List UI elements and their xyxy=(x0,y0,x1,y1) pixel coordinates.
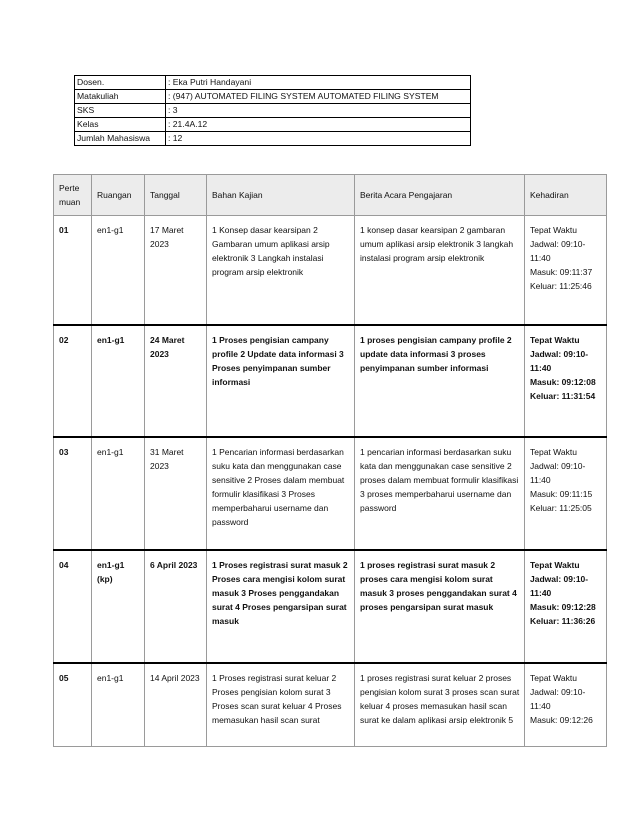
row-berita-acara: 1 proses pengisian campany profile 2 update data informasi 3 proses penyimpanan sumber informasi xyxy=(355,325,525,437)
row-ruangan: en1-g1 xyxy=(92,325,145,437)
row-pertemuan: 05 xyxy=(54,663,92,747)
kehadiran-jadwal: Jadwal: 09:10-11:40 xyxy=(530,349,589,373)
row-bahan-kajian: 1 Proses pengisian campany profile 2 Update data informasi 3 Proses penyimpanan sumber informasi xyxy=(207,325,355,437)
row-bahan-kajian: 1 Konsep dasar kearsipan 2 Gambaran umum aplikasi arsip elektronik 3 Langkah instalasi program arsip elektronik xyxy=(207,216,355,326)
row-berita-acara: 1 pencarian informasi berdasarkan suku kata dan menggunakan case sensitive 2 proses dalam membuat formulir klasifikasi 3 proses memperbaharui username dan password xyxy=(355,437,525,550)
info-value: : 3 xyxy=(166,104,471,118)
kehadiran-masuk: Masuk: 09:12:26 xyxy=(530,715,593,725)
kehadiran-masuk: Masuk: 09:12:08 xyxy=(530,377,596,387)
kehadiran-status: Tepat Waktu xyxy=(530,560,580,570)
info-label: Jumlah Mahasiswa xyxy=(75,132,166,146)
info-row-matakuliah xyxy=(75,90,471,104)
row-pertemuan: 03 xyxy=(54,437,92,550)
kehadiran-status: Tepat Waktu xyxy=(530,225,577,235)
row-pertemuan: 01 xyxy=(54,216,92,326)
row-pertemuan: 02 xyxy=(54,325,92,437)
info-value: : (947) AUTOMATED FILING SYSTEM AUTOMATED FILING SYSTEM xyxy=(166,90,471,104)
info-value: : Eka Putri Handayani xyxy=(166,76,471,90)
row-kehadiran xyxy=(525,663,607,747)
row-tanggal: 6 April 2023 xyxy=(145,550,207,663)
kehadiran-status: Tepat Waktu xyxy=(530,447,577,457)
kehadiran-masuk: Masuk: 09:11:15 xyxy=(530,489,593,499)
row-berita-acara: 1 konsep dasar kearsipan 2 gambaran umum aplikasi arsip elektronik 3 langkah instalasi program arsip elektronik xyxy=(355,216,525,326)
row-kehadiran xyxy=(525,550,607,663)
header-bahan-kajian: Bahan Kajian xyxy=(207,175,355,216)
row-bahan-kajian: 1 Proses registrasi surat keluar 2 Proses pengisian kolom surat 3 Proses scan surat keluar 4 Proses memasukan hasil scan surat xyxy=(207,663,355,747)
row-ruangan: en1-g1 xyxy=(92,437,145,550)
row-tanggal: 24 Maret 2023 xyxy=(145,325,207,437)
kehadiran-masuk: Masuk: 09:11:37 xyxy=(530,267,593,277)
kehadiran-jadwal: Jadwal: 09:10-11:40 xyxy=(530,461,586,485)
header-pertemuan: Perte muan xyxy=(54,175,92,216)
header-kehadiran: Kehadiran xyxy=(525,175,607,216)
row-kehadiran xyxy=(525,437,607,550)
info-value: : 12 xyxy=(166,132,471,146)
row-pertemuan: 04 xyxy=(54,550,92,663)
info-row-dosen xyxy=(75,76,471,90)
kehadiran-keluar: Keluar: 11:25:05 xyxy=(530,503,592,513)
info-row-jumlah-mahasiswa xyxy=(75,132,471,146)
row-berita-acara: 1 proses registrasi surat masuk 2 proses cara mengisi kolom surat masuk 3 proses penggandakan surat 4 proses pengarsipan surat masuk xyxy=(355,550,525,663)
kehadiran-keluar: Keluar: 11:31:54 xyxy=(530,391,596,401)
row-ruangan: en1-g1 xyxy=(92,216,145,326)
row-berita-acara: 1 proses registrasi surat keluar 2 proses pengisian kolom surat 3 proses scan surat keluar 4 proses memasukan hasil scan surat ke dalam aplikasi arsip elektronik 5 xyxy=(355,663,525,747)
row-bahan-kajian: 1 Proses registrasi surat masuk 2 Proses cara mengisi kolom surat masuk 3 Proses penggandakan surat 4 Proses pengarsipan surat masuk xyxy=(207,550,355,663)
kehadiran-jadwal: Jadwal: 09:10-11:40 xyxy=(530,687,586,711)
attendance-table xyxy=(53,174,607,747)
info-label: SKS xyxy=(75,104,166,118)
info-label: Kelas xyxy=(75,118,166,132)
table-header-row xyxy=(54,175,607,216)
info-label: Dosen. xyxy=(75,76,166,90)
row-tanggal: 14 April 2023 xyxy=(145,663,207,747)
header-ruangan: Ruangan xyxy=(92,175,145,216)
row-tanggal: 31 Maret 2023 xyxy=(145,437,207,550)
kehadiran-status: Tepat Waktu xyxy=(530,673,577,683)
info-table xyxy=(74,75,471,146)
table-row xyxy=(54,663,607,747)
table-row xyxy=(54,437,607,550)
kehadiran-keluar: Keluar: 11:25:46 xyxy=(530,281,592,291)
row-ruangan: en1-g1 (kp) xyxy=(92,550,145,663)
kehadiran-jadwal: Jadwal: 09:10-11:40 xyxy=(530,574,589,598)
info-value: : 21.4A.12 xyxy=(166,118,471,132)
table-row xyxy=(54,216,607,326)
header-berita-acara: Berita Acara Pengajaran xyxy=(355,175,525,216)
row-bahan-kajian: 1 Pencarian informasi berdasarkan suku kata dan menggunakan case sensitive 2 Proses dalam membuat formulir klasifikasi 3 Proses memperbaharui username dan password xyxy=(207,437,355,550)
info-row-kelas xyxy=(75,118,471,132)
header-tanggal: Tanggal xyxy=(145,175,207,216)
info-label: Matakuliah xyxy=(75,90,166,104)
row-tanggal: 17 Maret 2023 xyxy=(145,216,207,326)
kehadiran-jadwal: Jadwal: 09:10-11:40 xyxy=(530,239,586,263)
row-kehadiran xyxy=(525,216,607,326)
row-kehadiran xyxy=(525,325,607,437)
table-row xyxy=(54,550,607,663)
row-ruangan: en1-g1 xyxy=(92,663,145,747)
table-row xyxy=(54,325,607,437)
kehadiran-masuk: Masuk: 09:12:28 xyxy=(530,602,596,612)
kehadiran-status: Tepat Waktu xyxy=(530,335,580,345)
info-row-sks xyxy=(75,104,471,118)
kehadiran-keluar: Keluar: 11:36:26 xyxy=(530,616,596,626)
